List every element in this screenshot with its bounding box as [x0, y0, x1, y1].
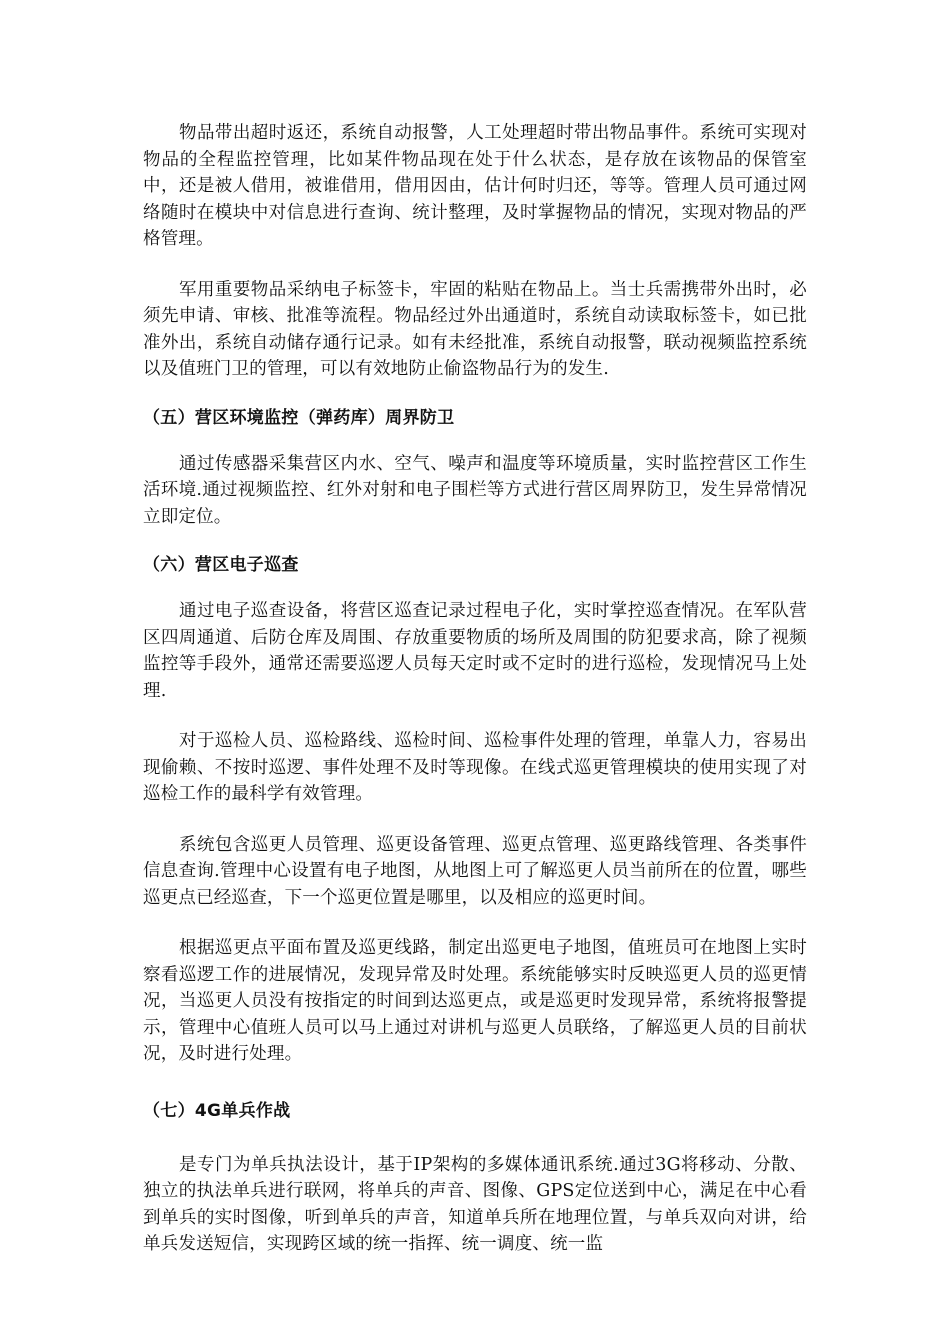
paragraph-environment-monitoring: 通过传感器采集营区内水、空气、噪声和温度等环境质量，实时监控营区工作生活环境.通过视频监控、红外对射和电子围栏等方式进行营区周界防卫，发生异常情况立即定位。 [143, 453, 807, 527]
paragraph-patrol-management: 对于巡检人员、巡检路线、巡检时间、巡检事件处理的管理，单靠人力，容易出现偷赖、不按时巡逻、事件处理不及时等现像。在线式巡更管理模块的使用实现了对巡检工作的最科学有效管理。 [143, 731, 807, 804]
paragraph-item-out-timeout: 物品带出超时返还，系统自动报警，人工处理超时带出物品事件。系统可实现对物品的全程监控管理，比如某件物品现在处于什么状态，是存放在该物品的保管室中，还是被人借用，被谁借用，借用因由，估计何时归还，等等。管理人员可通过网络随时在模块中对信息进行查询、统计整理，及时掌握物品的情况，实现对物品的严格管理。 [143, 123, 807, 249]
section-heading-5: （五）营区环境监控（弹药库）周界防卫 [143, 407, 455, 428]
paragraph-patrol-system: 系统包含巡更人员管理、巡更设备管理、巡更点管理、巡更路线管理、各类事件信息查询.管理中心设置有电子地图，从地图上可了解巡更人员当前所在的位置，哪些巡更点已经巡查，下一个巡更位置是哪里，以及相应的巡更时间。 [143, 834, 807, 908]
section-heading-6: （六）营区电子巡查 [143, 555, 299, 575]
paragraph-electronic-patrol: 通过电子巡查设备，将营区巡查记录过程电子化，实时掌控巡查情况。在军队营区四周通道、后防仓库及周围、存放重要物质的场所及周围的防犯要求高，除了视频监控等手段外，通常还需要巡逻人员每天定时或不定时的进行巡检，发现情况马上处理. [143, 601, 807, 701]
paragraph-rfid-tag: 军用重要物品采纳电子标签卡，牢固的粘贴在物品上。当士兵需携带外出时，必须先申请、审核、批准等流程。物品经过外出通道时，系统自动读取标签卡，如已批准外出，系统自动储存通行记录。如有未经批准，系统自动报警，联动视频监控系统以及值班门卫的管理，可以有效地防止偷盗物品行为的发生. [143, 279, 807, 379]
paragraph-4g-soldier: 是专门为单兵执法设计，基于IP架构的多媒体通讯系统.通过3G将移动、分散、独立的执法单兵进行联网，将单兵的声音、图像、GPS定位送到中心，满足在中心看到单兵的实时图像，听到单兵的声音，知道单兵所在地理位置，与单兵双向对讲，给单兵发送短信，实现跨区域的统一指挥、统一调度、统一监 [143, 1154, 807, 1254]
document-page [143, 120, 807, 1258]
paragraph-patrol-map: 根据巡更点平面布置及巡更线路，制定出巡更电子地图，值班员可在地图上实时察看巡逻工作的进展情况，发现异常及时处理。系统能够实时反映巡更人员的巡更情况，当巡更人员没有按指定的时间到达巡更点，或是巡更时发现异常，系统将报警提示，管理中心值班人员可以马上通过对讲机与巡更人员联络，了解巡更人员的目前状况，及时进行处理。 [143, 938, 807, 1064]
section-heading-7: （七）4G单兵作战 [143, 1100, 291, 1121]
